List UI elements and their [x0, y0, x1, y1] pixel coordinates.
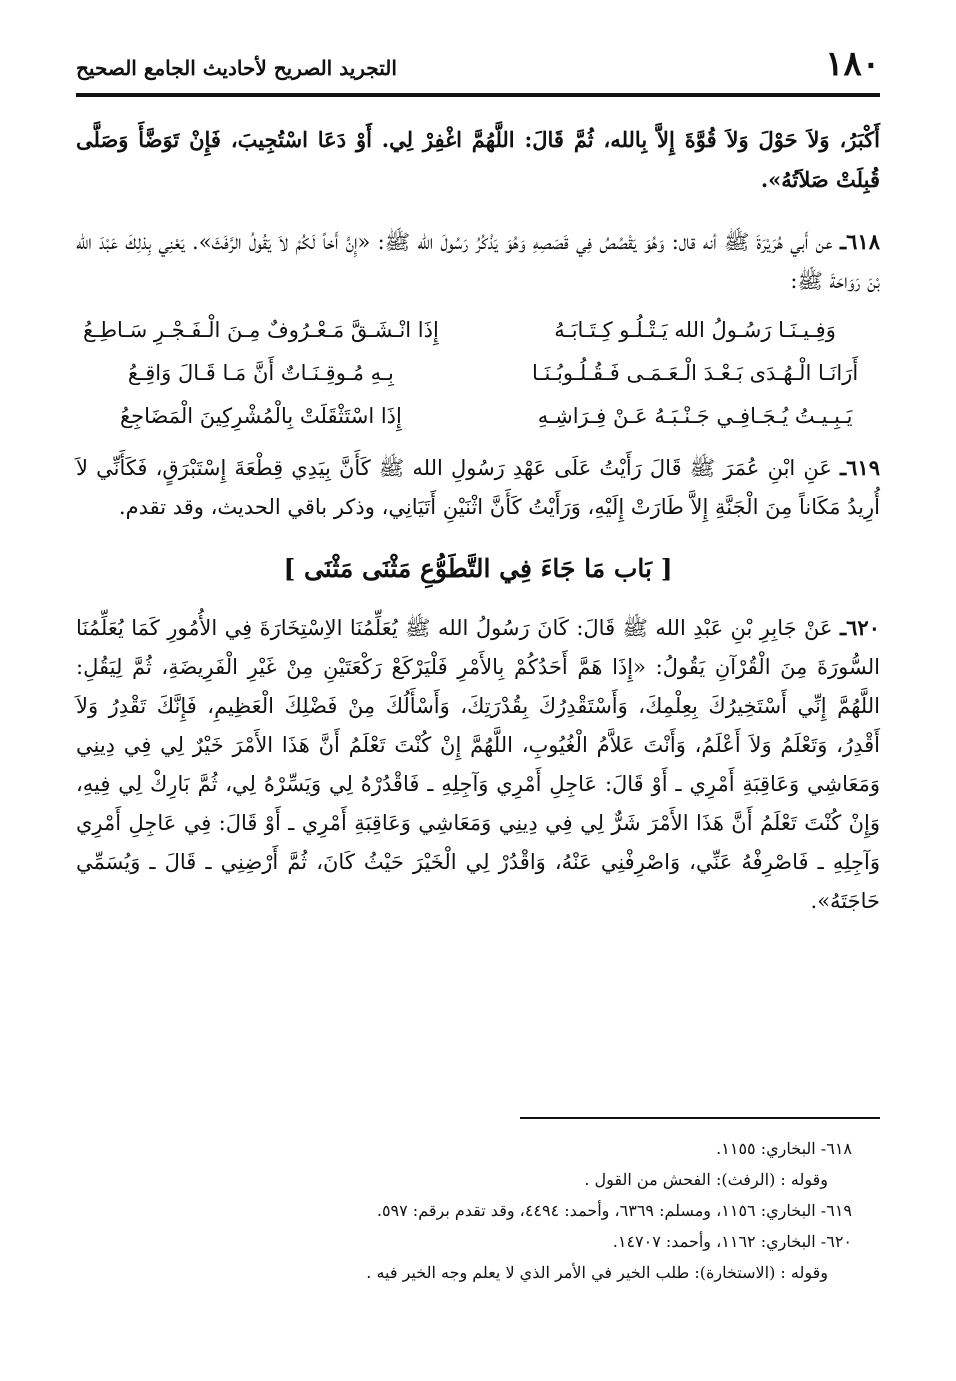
- verse-first-half: يَـبِـيـتُ يُـجَـافِـي جَـنْـبَـهُ عَـنْ فِـرَاشِـهِ: [537, 404, 853, 428]
- header-rule: [76, 93, 880, 97]
- footnote-note: وقوله : (الاستخارة): طلب الخير في الأمر الذي لا يعلم وجه الخير فيه .: [366, 1263, 828, 1282]
- footnote-note: وقوله : (الرفث): الفحش من القول .: [584, 1170, 828, 1189]
- continued-paragraph: [76, 120, 880, 200]
- hadith-number: ٦١٨ـ: [840, 229, 880, 254]
- footnote: ٦١٨- البخاري: ١١٥٥.: [716, 1139, 852, 1158]
- verse-second-half: بِـهِ مُـوقِـنَـاتٌ أَنَّ مَـا قَـالَ وَاقِـعُ: [127, 361, 394, 385]
- verse-second-half: إِذَا اسْتَثْقَلَتْ بِالْمُشْرِكِينَ الْمَضَاجِعُ: [119, 404, 402, 428]
- poem: [76, 309, 880, 438]
- footnote: ٦٢٠- البخاري: ١١٦٢، وأحمد: ١٤٧٠٧.: [612, 1232, 852, 1251]
- chapter-title: [ بَاب مَا جَاءَ فِي التَّطَوُّعِ مَثْنَى مَثْنَى ]: [283, 554, 673, 583]
- poem-verse: [76, 395, 880, 438]
- page-number: ١٨٠: [825, 44, 880, 84]
- poem-verse: [76, 309, 880, 352]
- paragraph-text: أَكْبَرُ، وَلاَ حَوْلَ وَلاَ قُوَّةَ إِلاَّ بِالله، ثُمَّ قَالَ: اللَّهُمَّ اغْفِرْ لِي. أَوْ دَعَا اسْتُجِيبَ، فَإِنْ تَوَضَّأَ وَصَلَّى قُبِلَتْ صَلاَتُهُ».: [76, 127, 880, 192]
- hadith-620: [76, 608, 880, 921]
- hadith-number: ٦٢٠ـ: [839, 615, 880, 640]
- hadith-text: عَنِ ابْنِ عُمَرَ ﷺ قَالَ رَأَيْتُ عَلَى عَهْدِ رَسُولِ الله ﷺ كَأَنَّ بِيَدِي قِطْعَةَ إِسْتَبْرَقٍ، فَكَأَنِّي لاَ أُرِيدُ مَكَاناً مِنَ الْجَنَّةِ إِلاَّ طَارَتْ إِلَيْهِ، وَرَأَيْتُ كَأَنَّ اثْنَيْنِ أَتَيَانِي، وذكر باقي الحديث، وقد تقدم.: [76, 456, 880, 519]
- verse-first-half: أَرَانَـا الْـهُـدَى بَـعْـدَ الْـعَـمَـى فَـقُـلُـوبُـنَـا: [532, 361, 859, 385]
- hadith-text: عن أَبي هُرَيْرَةَ ﷺ أنه قال: وَهُوَ يَقْصُصُ فِي قَصَصِهِ وَهُوَ يَذْكُرُ رَسُولَ الله ﷺ: «إِنَّ أَخاً لَكُمْ لاَ يَقُولُ الرَّفَثَ». يَعْنِي بِذلِكَ عَبْدَ الله بْنَ رَوَاحَةَ ﷺ:: [76, 230, 880, 293]
- footnotes: [76, 1133, 880, 1288]
- poem-verse: [76, 352, 880, 395]
- footnote-rule: [520, 1117, 880, 1119]
- hadith-number: ٦١٩ـ: [840, 455, 880, 480]
- footnote: ٦١٩- البخاري: ١١٥٦، ومسلم: ٦٣٦٩، وأحمد: ٤٤٩٤، وقد تقدم برقم: ٥٩٧.: [376, 1201, 852, 1220]
- hadith-619: [76, 448, 880, 527]
- verse-first-half: وَفِـيـنَـا رَسُـولُ الله يَـتْـلُـو كِـتَـابَـهُ: [554, 318, 836, 342]
- hadith-text: عَنْ جَابِرِ بْنِ عَبْدِ الله ﷺ قَالَ: كَانَ رَسُولُ الله ﷺ يُعَلِّمُنَا الاِسْتِخَارَةَ فِي الأُمُورِ كَمَا يُعَلِّمُنَا السُّورَةَ مِنَ الْقُرْآنِ يَقُولُ: «إِذَا هَمَّ أَحَدُكُمْ بِالأَمْرِ فَلْيَرْكَعْ رَكْعَتَيْنِ مِنْ غَيْرِ الْفَرِيضَةِ، ثُمَّ لِيَقُلِ: اللَّهُمَّ إِنِّي أَسْتَخِيرُكَ بِعِلْمِكَ، وَأَسْتَقْدِرُكَ بِقُدْرَتِكَ، وَأَسْأَلُكَ مِنْ فَضْلِكَ الْعَظِيمِ، فَإِنَّكَ تَقْدِرُ وَلاَ أَقْدِرُ، وَتَعْلَمُ وَلاَ أَعْلَمُ، وَأَنْتَ عَلاَّمُ الْغُيُوبِ، اللَّهُمَّ إِنْ كُنْتَ تَعْلَمُ أَنَّ هَذَا الأَمْرَ خَيْرٌ لِي فِي دِينِي وَمَعَاشِي وَعَاقِبَةِ أَمْرِي ـ أَوْ قَالَ: عَاجِلِ أَمْرِي وَآجِلِهِ ـ فَاقْدُرْهُ لِي وَيَسِّرْهُ لِي، ثُمَّ بَارِكْ لِي فِيهِ، وَإِنْ كُنْتَ تَعْلَمُ أَنَّ هَذَا الأَمْرَ شَرٌّ لِي فِي دِينِي وَمَعَاشِي وَعَاقِبَةِ أَمْرِي ـ أَوْ قَالَ: فِي عَاجِلِ أَمْرِي وَآجِلِهِ ـ فَاصْرِفْهُ عَنِّي، وَاصْرِفْنِي عَنْهُ، وَاقْدُرْ لِي الْخَيْرَ حَيْثُ كَانَ، ثُمَّ أَرْضِنِي ـ قَالَ ـ وَيُسَمِّي حَاجَتَهُ».: [76, 616, 880, 913]
- verse-second-half: إِذَا انْـشَـقَّ مَـعْـرُوفٌ مِـنَ الْـفَـجْـرِ سَـاطِـعُ: [82, 318, 439, 342]
- page-header: [76, 44, 880, 92]
- main-text: [76, 120, 880, 921]
- book-title: التجريد الصريح لأحاديث الجامع الصحيح: [76, 56, 397, 80]
- hadith-618: [76, 222, 880, 301]
